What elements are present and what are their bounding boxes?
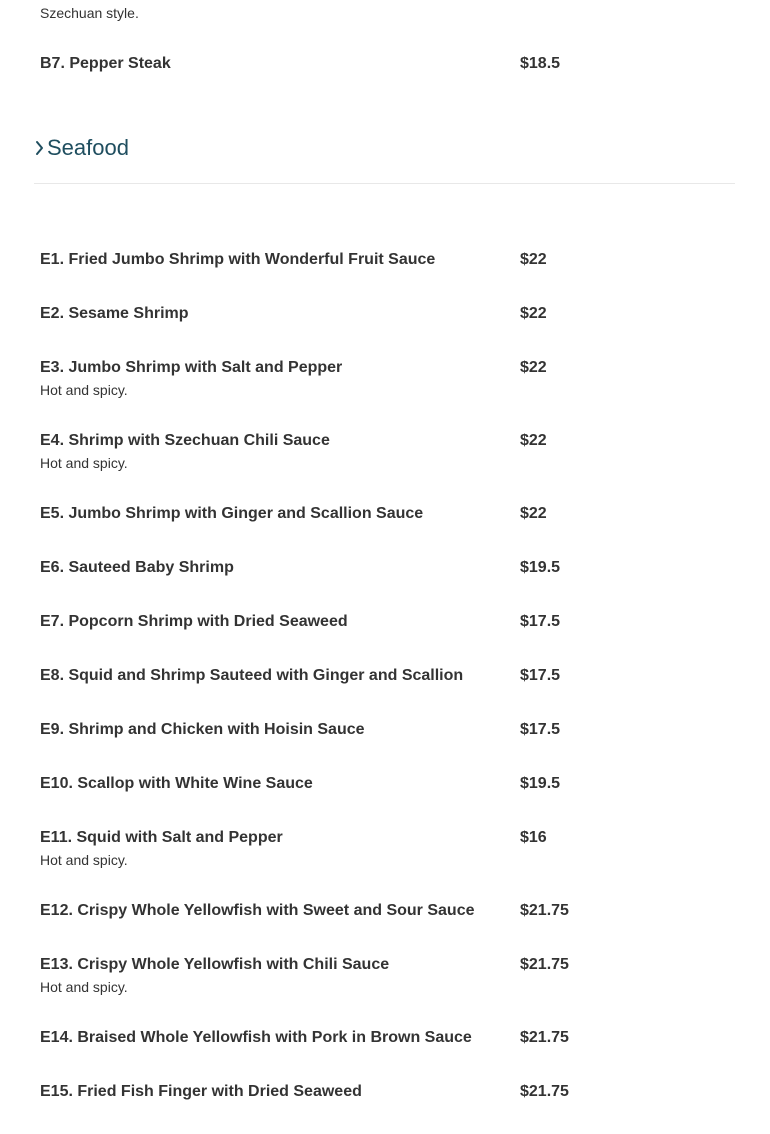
item-description: Hot and spicy.: [40, 455, 128, 471]
item-name: E9. Shrimp and Chicken with Hoisin Sauce: [40, 721, 365, 738]
item-description: Hot and spicy.: [40, 979, 128, 995]
item-price: $17.5: [520, 721, 561, 738]
item-name: E3. Jumbo Shrimp with Salt and Pepper: [40, 359, 343, 376]
item-description: Szechuan style.: [40, 5, 139, 21]
menu-item[interactable]: [40, 54, 740, 74]
menu-item[interactable]: [40, 558, 740, 578]
item-price: $21.75: [520, 1029, 569, 1046]
item-price: $21.75: [520, 956, 569, 973]
item-name: E8. Squid and Shrimp Sauteed with Ginger and Scallion: [40, 667, 464, 684]
menu-item[interactable]: [40, 358, 740, 399]
item-price: $22: [520, 251, 547, 268]
item-price: $22: [520, 505, 547, 522]
menu-item[interactable]: [40, 666, 740, 686]
item-name: E2. Sesame Shrimp: [40, 305, 189, 322]
item-price: $21.75: [520, 902, 569, 919]
item-name: E7. Popcorn Shrimp with Dried Seaweed: [40, 613, 348, 630]
menu-item[interactable]: [40, 431, 740, 472]
item-price: $18.5: [520, 55, 561, 72]
item-name: E1. Fried Jumbo Shrimp with Wonderful Fruit Sauce: [40, 251, 436, 268]
menu-item[interactable]: [40, 304, 740, 324]
menu-item[interactable]: [40, 250, 740, 270]
item-name: E4. Shrimp with Szechuan Chili Sauce: [40, 432, 330, 449]
item-price: $22: [520, 432, 547, 449]
item-name: E14. Braised Whole Yellowfish with Pork in Brown Sauce: [40, 1029, 472, 1046]
item-name: E12. Crispy Whole Yellowfish with Sweet and Sour Sauce: [40, 902, 475, 919]
menu-item[interactable]: [40, 1028, 740, 1048]
menu-item[interactable]: [40, 1082, 740, 1102]
menu-item[interactable]: [40, 901, 740, 921]
item-price: $19.5: [520, 559, 561, 576]
menu-item[interactable]: [40, 955, 740, 996]
item-name: E11. Squid with Salt and Pepper: [40, 829, 283, 846]
item-price: $19.5: [520, 775, 561, 792]
item-name: B7. Pepper Steak: [40, 55, 171, 72]
menu-item[interactable]: [40, 504, 740, 524]
item-name: E10. Scallop with White Wine Sauce: [40, 775, 313, 792]
item-description: Hot and spicy.: [40, 382, 128, 398]
section-title: Seafood: [47, 135, 129, 160]
menu-item[interactable]: [40, 612, 740, 632]
chevron-right-icon: [34, 134, 46, 162]
item-price: $21.75: [520, 1083, 569, 1100]
item-price: $16: [520, 829, 547, 846]
item-name: E13. Crispy Whole Yellowfish with Chili Sauce: [40, 956, 390, 973]
menu-item[interactable]: [40, 774, 740, 794]
item-price: $17.5: [520, 667, 561, 684]
item-price: $22: [520, 359, 547, 376]
menu-item[interactable]: [40, 828, 740, 869]
item-name: E15. Fried Fish Finger with Dried Seaweed: [40, 1083, 362, 1100]
item-name: E5. Jumbo Shrimp with Ginger and Scallion Sauce: [40, 505, 424, 522]
section-header-seafood[interactable]: [34, 134, 735, 184]
item-name: E6. Sauteed Baby Shrimp: [40, 559, 234, 576]
item-price: $22: [520, 305, 547, 322]
item-price: $17.5: [520, 613, 561, 630]
menu-item[interactable]: [40, 720, 740, 740]
item-description: Hot and spicy.: [40, 852, 128, 868]
